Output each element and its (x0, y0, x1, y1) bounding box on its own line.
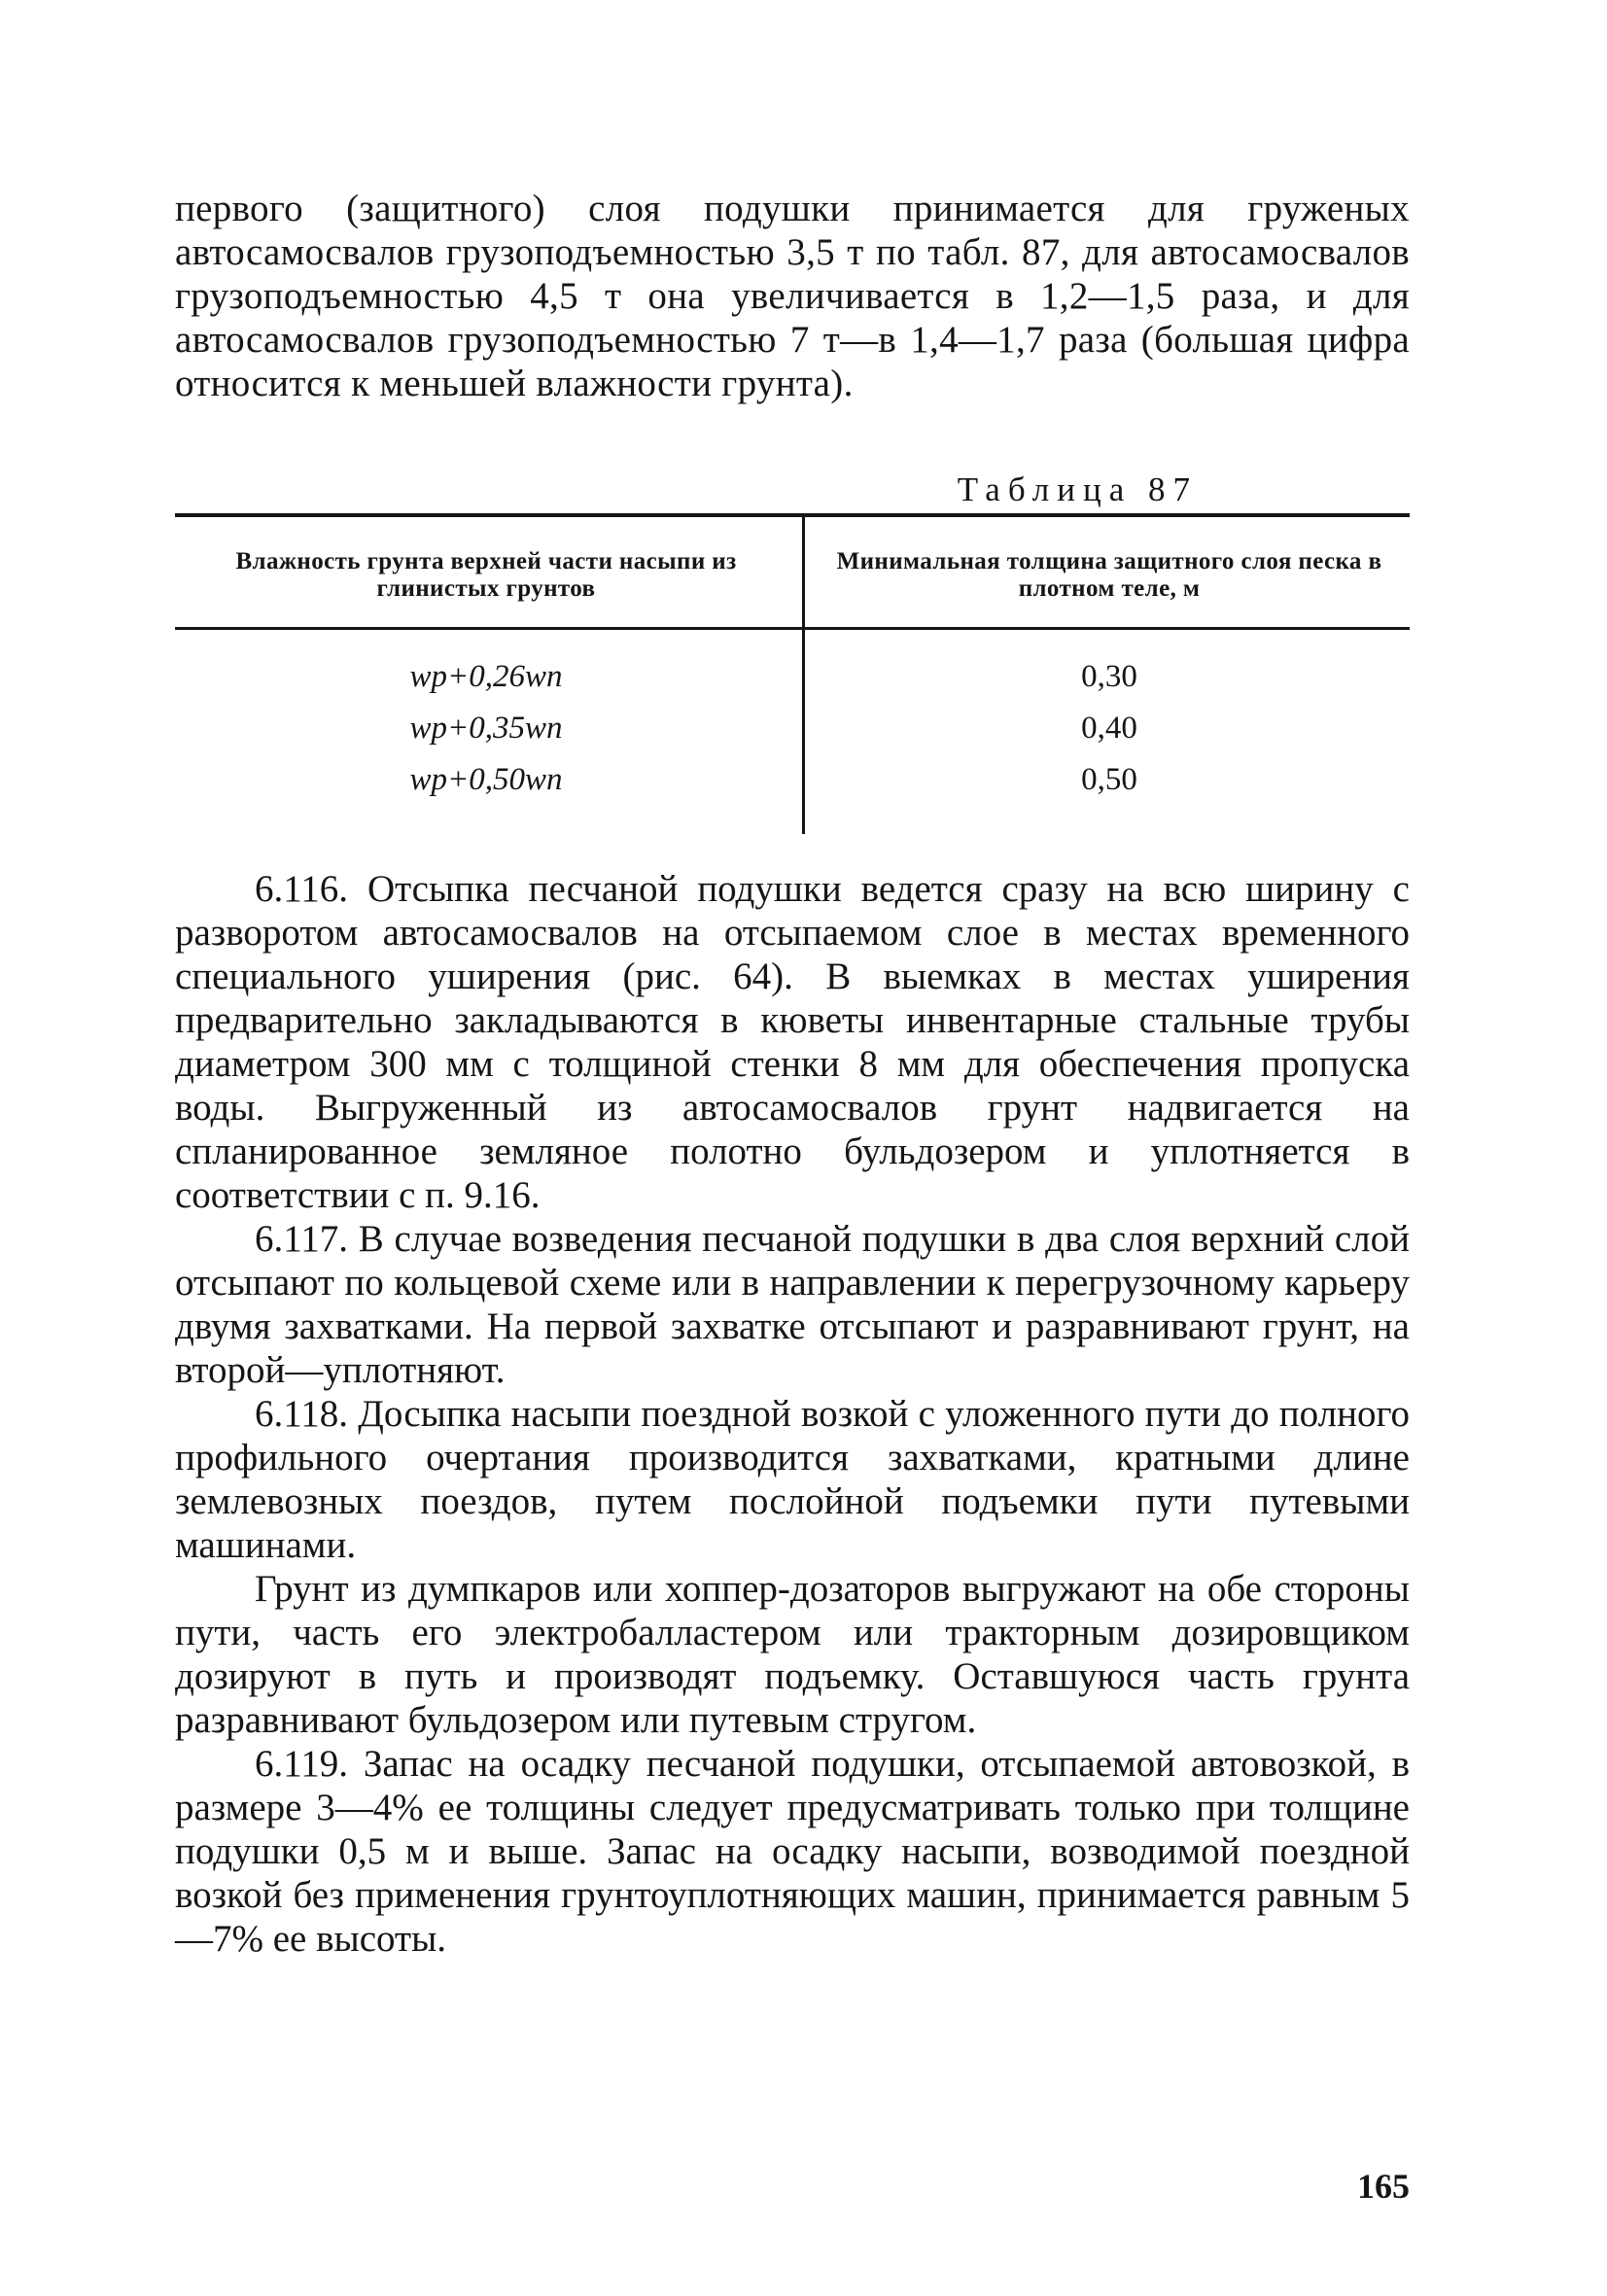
header-moisture: Влажность грунта верхней части насыпи из глинистых грунтов (235, 548, 737, 602)
page-number: 165 (1357, 2167, 1410, 2206)
cell-moisture: wр+0,50wп (409, 762, 563, 797)
header-thickness: Минимальная толщина защитного слоя песка в плотном теле, м (836, 548, 1382, 602)
cell-thickness: 0,50 (1081, 762, 1137, 797)
table-row (175, 659, 1410, 704)
table-top-rule (175, 513, 1410, 517)
paragraph-6-119: 6.119. Запас на осадку песчаной подушки, отсыпаемой автовозкой, в размере 3—4% ее толщины следует предусматривать только при толщине подушки 0,5 м и выше. Запас на осадку насыпи, возводимой поездной возкой без применения грунтоуплотняющих машин, принимается равным 5—7% ее высоты. (175, 1743, 1410, 1960)
cell-moisture: wр+0,35wп (409, 711, 563, 746)
table-header-rule (175, 627, 1410, 630)
paragraph-ground-unloading: Грунт из думпкаров или хоппер-дозаторов выгружают на обе стороны пути, часть его электробалластером или тракторным дозировщиком дозируют в путь и производят подъемку. Оставшуюся часть грунта разравнивают бульдозером или путевым стругом. (175, 1568, 1410, 1741)
intro-paragraph: первого (защитного) слоя подушки принимается для груженых автосамосвалов грузоподъемностью 3,5 т по табл. 87, для автосамосвалов грузоподъемностью 4,5 т она увеличивается в 1,2—1,5 раза, и для автосамосвалов грузоподъемностью 7 т—в 1,4—1,7 раза (большая цифра относится к меньшей влажности грунта). (175, 188, 1410, 404)
paragraph-6-118: 6.118. Досыпка насыпи поездной возкой с уложенного пути до полного профильного очертания производится захватками, кратными длине землевозных поездов, путем послойной подъемки пути путевыми машинами. (175, 1393, 1410, 1566)
body-text (175, 867, 1410, 1961)
table-row (175, 711, 1410, 755)
paragraph-6-117: 6.117. В случае возведения песчаной подушки в два слоя верхний слой отсыпают по кольцевой схеме или в направлении к перегрузочному карьеру двумя захватками. На первой захватке отсыпают и разравнивают грунт, на второй—уплотняют. (175, 1218, 1410, 1391)
cell-thickness: 0,30 (1081, 659, 1137, 694)
cell-thickness: 0,40 (1081, 711, 1137, 746)
table-87 (175, 513, 1410, 834)
table-row (175, 762, 1410, 807)
paragraph-6-116: 6.116. Отсыпка песчаной подушки ведется сразу на всю ширину с разворотом автосамосвалов на отсыпаемом слое в местах временного специального уширения (рис. 64). В выемках в местах уширения предварительно закладываются в кюветы инвентарные стальные трубы диаметром 300 мм с толщиной стенки 8 мм для обеспечения пропуска воды. Выгруженный из автосамосвалов грунт надвигается на спланированное земляное полотно бульдозером и уплотняется в соответствии с п. 9.16. (175, 868, 1410, 1216)
cell-moisture: wр+0,26wп (409, 659, 563, 694)
table-caption: Таблица 87 (957, 470, 1198, 508)
